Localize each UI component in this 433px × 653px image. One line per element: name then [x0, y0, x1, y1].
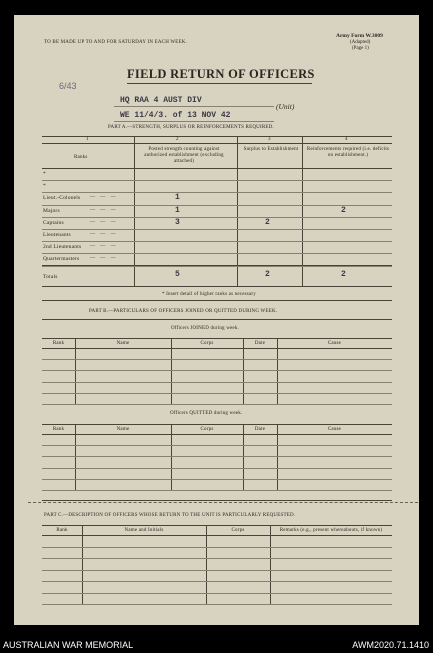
handwritten-reference: 6/43 — [59, 81, 77, 91]
part-a-end-rule — [42, 300, 392, 301]
totals-label: Totals — [43, 274, 58, 280]
rank-leader-dots: — — — — [90, 219, 118, 225]
rank-label: Majors — [43, 207, 60, 214]
table-header-rule — [42, 535, 392, 536]
unit-label: (Unit) — [276, 102, 295, 111]
header-ranks: Ranks — [74, 155, 88, 160]
surplus-value: 2 — [265, 217, 270, 227]
form-page — [14, 15, 419, 625]
col-number-1: 1 — [86, 137, 89, 142]
header-surplus: Surplus to Establishment — [243, 147, 299, 152]
row-rule — [42, 241, 392, 242]
form-title: FIELD RETURN OF OFFICERS — [127, 67, 315, 81]
table-row — [42, 468, 392, 469]
archive-name: AUSTRALIAN WAR MEMORIAL — [3, 640, 134, 650]
table-header-rule — [42, 348, 392, 349]
table-top-rule — [42, 424, 392, 425]
part-b-end-rule — [42, 500, 392, 501]
part-a-title: PART A.—STRENGTH, SURPLUS OR REINFORCEMENTS REQUIRED. — [108, 125, 274, 130]
part-a-top-rule — [42, 136, 392, 137]
joined-title: Officers JOINED during week. — [171, 326, 239, 331]
form-number: Army Form W.3009 — [336, 33, 383, 39]
posted-value: 1 — [175, 205, 180, 215]
totals-bottom-rule — [42, 286, 392, 287]
column-header: Rank — [52, 427, 65, 432]
column-header: Name — [116, 427, 130, 432]
table-header-rule — [42, 434, 392, 435]
table-row — [42, 393, 392, 394]
table-row — [42, 547, 392, 548]
reinforcement-value: 2 — [341, 205, 346, 215]
column-header: Cause — [327, 341, 342, 346]
column-header: Name and Initials — [124, 528, 164, 533]
column-header: Name — [116, 341, 130, 346]
footnote: * Insert detail of higher ranks as necessary — [162, 292, 256, 297]
archive-ref: AWM2020.71.1410 — [352, 640, 429, 650]
title-underline — [127, 83, 312, 84]
rank-label: 2nd Lieutenants — [43, 244, 82, 251]
week-ending: WE 11/4/3. of 13 NOV 42 — [120, 111, 231, 120]
row-rule — [42, 229, 392, 230]
table-row — [42, 382, 392, 383]
table-row — [42, 404, 392, 405]
table-row — [42, 456, 392, 457]
row-rule — [42, 217, 392, 218]
posted-value: 3 — [175, 217, 180, 227]
table-row — [42, 604, 392, 605]
column-header: Corps — [231, 528, 245, 533]
rank-label: Lieutenants — [43, 232, 71, 238]
table-row — [42, 479, 392, 480]
rank-label: * — [43, 171, 46, 177]
form-page-number: (Page 1) — [352, 46, 369, 51]
totals-surplus: 2 — [265, 270, 270, 279]
rank-label: Quartermasters — [43, 256, 80, 263]
row-rule — [42, 192, 392, 193]
rank-label: Captains — [43, 219, 64, 226]
table-row — [42, 558, 392, 559]
weekly-instruction: TO BE MADE UP TO AND FOR SATURDAY IN EACH WEEK. — [44, 40, 188, 45]
header-reinforcements: Reinforcements required (i.e. deficits on establishment.) — [306, 147, 390, 158]
totals-reinforcements: 2 — [341, 270, 346, 279]
rank-leader-dots: — — — — [90, 256, 118, 262]
part-b-top-rule — [42, 319, 392, 320]
rank-leader-dots: — — — — [90, 244, 118, 250]
table-row — [42, 445, 392, 446]
column-header: Date — [254, 427, 266, 432]
table-row — [42, 593, 392, 594]
column-header: Date — [254, 341, 266, 346]
unit-line — [114, 106, 274, 107]
part-b-title: PART B.—PARTICULARS OF OFFICERS JOINED OR QUITTED DURING WEEK. — [89, 309, 278, 314]
rank-label: * — [43, 183, 46, 190]
rank-leader-dots: — — — — [90, 207, 118, 213]
totals-posted: 5 — [175, 270, 180, 279]
posted-value: 1 — [175, 193, 180, 203]
form-adapted: (Adapted) — [350, 40, 371, 45]
table-row — [42, 570, 392, 571]
unit-name: HQ RAA 4 AUST DIV — [120, 96, 202, 105]
col-number-2: 2 — [176, 137, 179, 142]
table-top-rule — [42, 338, 392, 339]
table-row — [42, 370, 392, 371]
rank-leader-dots: — — — — [90, 195, 118, 201]
table-row — [42, 490, 392, 491]
part-a-header-rule — [42, 168, 392, 169]
col-number-4: 4 — [345, 137, 348, 142]
week-line — [114, 121, 274, 122]
archive-footer — [0, 637, 433, 653]
row-rule — [42, 253, 392, 254]
row-rule — [42, 180, 392, 181]
column-header: Rank — [52, 341, 65, 346]
column-header: Rank — [56, 528, 68, 533]
quitted-title: Officers QUITTED during week. — [170, 411, 243, 416]
totals-top-rule — [42, 265, 392, 266]
column-header: Corps — [200, 427, 214, 432]
column-header: Cause — [327, 427, 342, 432]
part-a-number-rule — [42, 143, 392, 144]
header-posted-strength: Posted strength counting against authorized establishment (excluding attached) — [144, 147, 224, 164]
rank-leader-dots: — — — — [90, 232, 118, 237]
table-top-rule — [42, 525, 392, 526]
col-number-3: 3 — [268, 137, 271, 142]
part-c-title: PART C.—DESCRIPTION OF OFFICERS WHOSE RETURN TO THE UNIT IS PARTICULARLY REQUESTED. — [44, 513, 296, 518]
table-row — [42, 359, 392, 360]
tear-line — [28, 502, 418, 503]
column-header: Remarks (e.g., present whereabouts, if known) — [279, 528, 383, 533]
row-rule — [42, 205, 392, 206]
column-header: Corps — [200, 341, 214, 346]
rank-label: Lieut.-Colonels — [43, 195, 81, 202]
table-row — [42, 581, 392, 582]
